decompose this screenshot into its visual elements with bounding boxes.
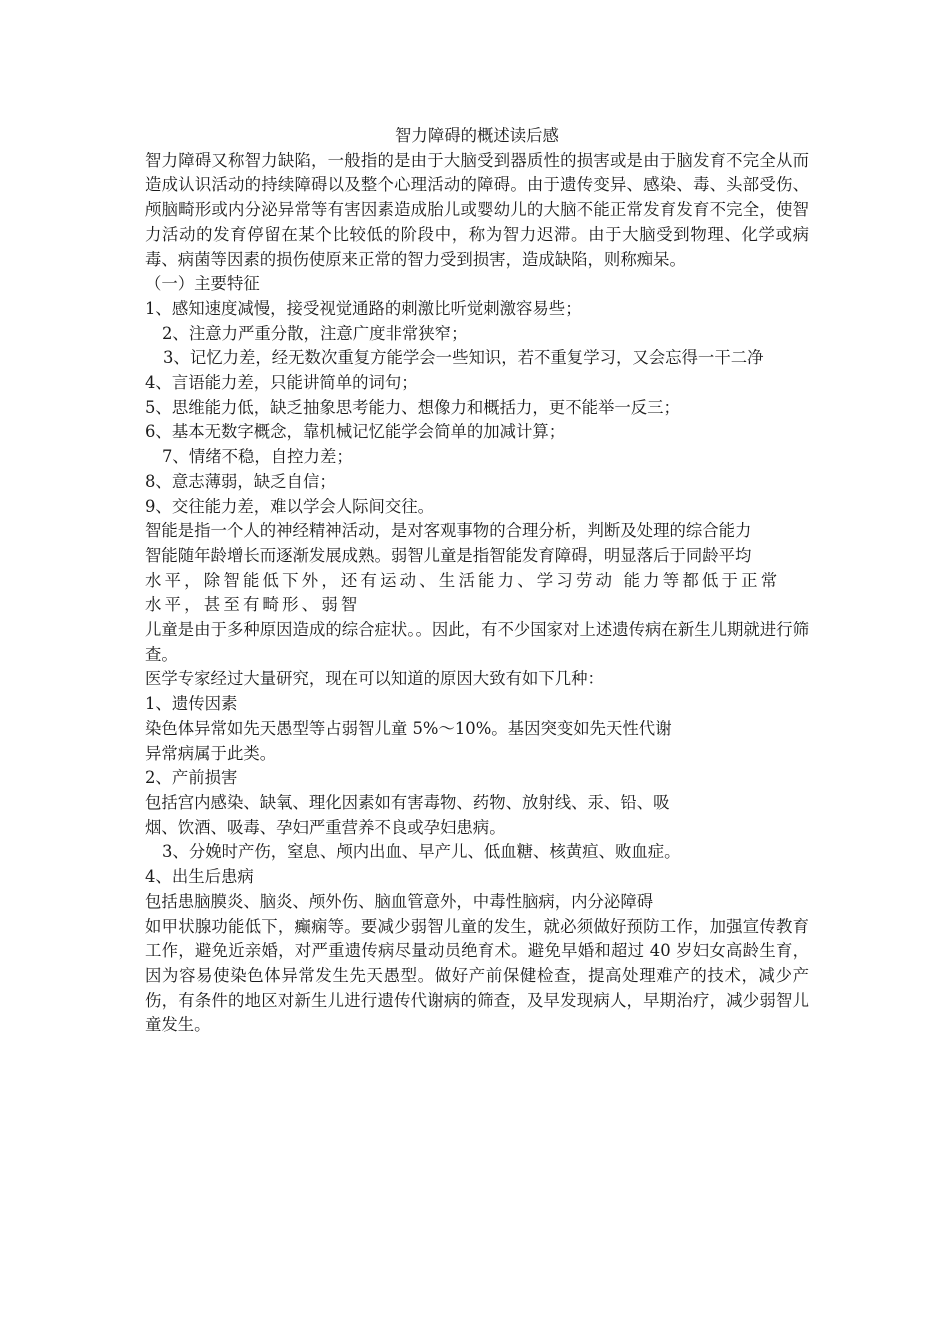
cause-heading-prenatal: 2、产前损害	[145, 768, 238, 788]
feature-item: 2、注意力严重分散，注意广度非常狭窄；	[162, 323, 468, 343]
feature-item: 5、思维能力低，缺乏抽象思考能力、想像力和概括力，更不能举一反三；	[145, 397, 680, 417]
prevention-paragraph: 如甲状腺功能低下，癫痫等。要减少弱智儿童的发生，就必须做好预防工作，加强宣传教育工作，避免近亲婚，对严重遗传病尽量动员绝育术。避免早婚和超过 40 岁妇女高龄生育，因为容易使染色体异常发生先天愚型。做好产前保健检查，提高处理难产的技术，减少产伤，有条件的地区对新生儿进行遗传代谢病的筛查，及早发现病人，早期治疗，减少弱智儿童发生。	[145, 916, 809, 1035]
feature-item: 7、情绪不稳，自控力差；	[162, 447, 353, 467]
document-body	[145, 124, 809, 1038]
intro-paragraph: 智力障碍又称智力缺陷，一般指的是由于大脑受到器质性的损害或是由于脑发育不完全从而造成认识活动的持续障碍以及整个心理活动的障碍。由于遗传变异、感染、毒、头部受伤、颅脑畸形或内分泌异常等有害因素造成胎儿或婴幼儿的大脑不能正常发育发育不完全，使智力活动的发育停留在某个比较低的阶段中，称为智力迟滞。由于大脑受到物理、化学或病毒、病菌等因素的损伤使原来正常的智力受到损害，造成缺陷，则称痴呆。	[145, 150, 809, 269]
definition-line: 水平，甚至有畸形、弱智	[145, 595, 361, 615]
definition-paragraph: 儿童是由于多种原因造成的综合症状。。因此，有不少国家对上述遗传病在新生儿期就进行筛查。	[145, 620, 809, 664]
feature-item: 4、言语能力差，只能讲简单的词句；	[145, 373, 418, 393]
feature-item: 9、交往能力差，难以学会人际间交往。	[145, 496, 435, 516]
cause-heading-genetic: 1、遗传因素	[145, 694, 238, 714]
cause-item-birth-injury: 3、分娩时产伤，窒息、颅内出血、早产儿、低血糖、核黄疸、败血症。	[162, 842, 681, 862]
definition-line: 水平，除智能低下外，还有运动、生活能力、学习劳动 能力等都低于正常	[145, 570, 781, 590]
definition-line: 智能是指一个人的神经精神活动，是对客观事物的合理分析，判断及处理的综合能力	[145, 521, 752, 541]
cause-text-line: 烟、饮酒、吸毒、孕妇严重营养不良或孕妇患病。	[145, 817, 506, 837]
cause-text-line: 包括宫内感染、缺氧、理化因素如有害毒物、药物、放射线、汞、铅、吸	[145, 792, 670, 812]
cause-text-line: 染色体异常如先天愚型等占弱智儿童 5%～10%。基因突变如先天性代谢	[145, 718, 672, 738]
cause-heading-postnatal: 4、出生后患病	[145, 867, 254, 887]
feature-item: 3、记忆力差，经无数次重复方能学会一些知识，若不重复学习，又会忘得一干二净	[163, 348, 764, 368]
cause-text-line: 异常病属于此类。	[145, 743, 277, 763]
definition-line: 智能随年龄增长而逐渐发展成熟。弱智儿童是指智能发育障碍，明显落后于同龄平均	[145, 545, 752, 565]
section-heading-main-features: （一）主要特征	[145, 274, 260, 294]
cause-text-line: 包括患脑膜炎、脑炎、颅外伤、脑血管意外，中毒性脑病，内分泌障碍	[145, 891, 654, 911]
feature-item: 6、基本无数字概念，靠机械记忆能学会简单的加减计算；	[145, 422, 566, 442]
causes-intro: 医学专家经过大量研究，现在可以知道的原因大致有如下几种：	[145, 669, 604, 689]
feature-item: 8、意志薄弱，缺乏自信；	[145, 471, 336, 491]
feature-item: 1、感知速度减慢，接受视觉通路的刺激比听觉刺激容易些；	[145, 298, 582, 318]
document-title: 智力障碍的概述读后感	[395, 126, 559, 145]
